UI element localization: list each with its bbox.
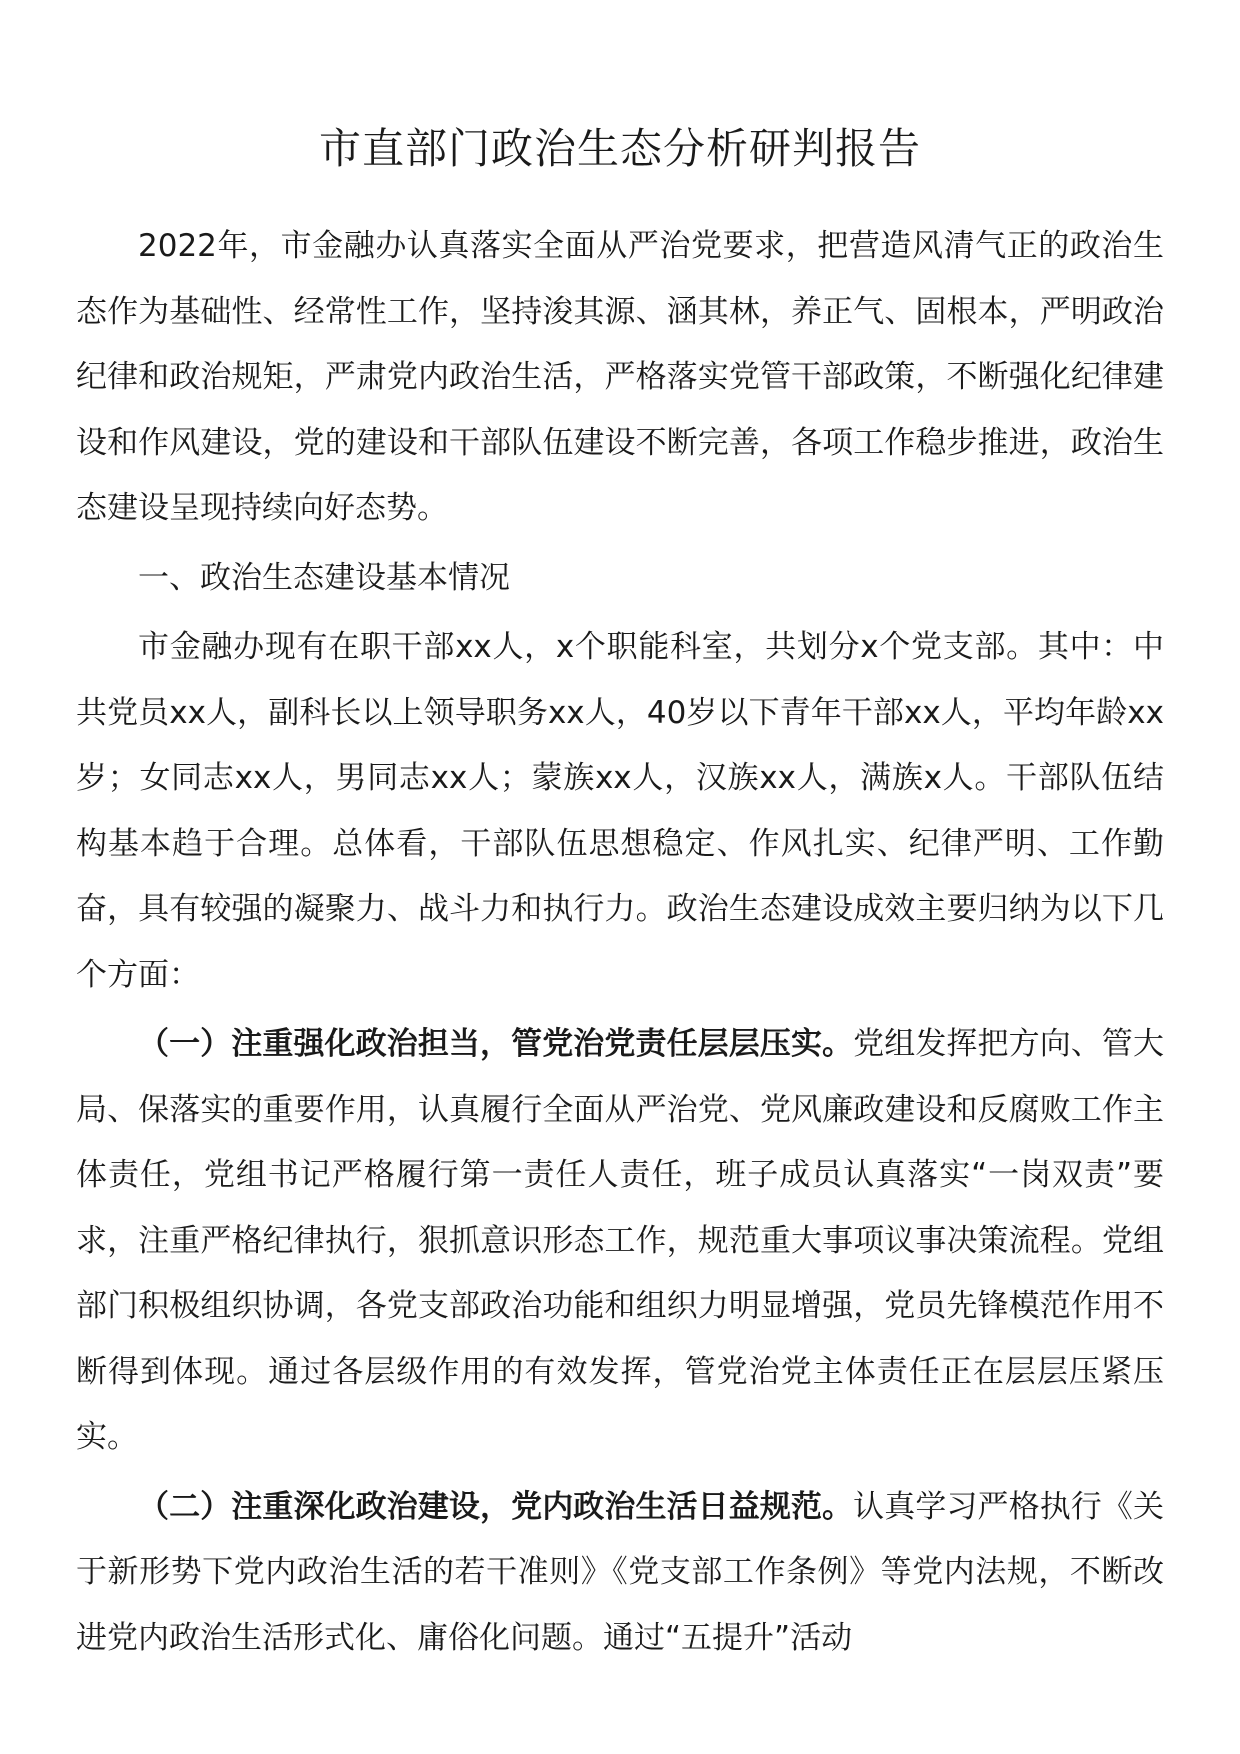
point-one-text: 党组发挥把方向、管大局、保落实的重要作用，认真履行全面从严治党、党风廉政建设和反腐败工作主体责任，党组书记严格履行第一责任人责任，班子成员认真落实“一岗双责”要求，注重严格纪律执行，狠抓意识形态工作，规范重大事项议事决策流程。党组部门积极组织协调，各党支部政治功能和组织力明显增强，党员先锋模范作用不断得到体现。通过各层级作用的有效发挥，管党治党主体责任正在层层压紧压实。: [76, 1026, 1164, 1455]
section-one-heading: 一、政治生态建设基本情况: [138, 559, 510, 596]
document-body: [76, 214, 1164, 1671]
section-one-paragraph: 市金融办现有在职干部xx人，x个职能科室，共划分x个党支部。其中：中共党员xx人，副科长以上领导职务xx人，40岁以下青年干部xx人，平均年龄xx岁；女同志xx人，男同志xx人；蒙族xx人，汉族xx人，满族x人。干部队伍结构基本趋于合理。总体看，干部队伍思想稳定、作风扎实、纪律严明、工作勤奋，具有较强的凝聚力、战斗力和执行力。政治生态建设成效主要归纳为以下几个方面：: [76, 629, 1164, 993]
point-two-lead: （二）注重深化政治建设，党内政治生活日益规范。: [138, 1488, 854, 1525]
intro-paragraph: 2022年，市金融办认真落实全面从严治党要求，把营造风清气正的政治生态作为基础性、经常性工作，坚持浚其源、涵其林，养正气、固根本，严明政治纪律和政治规矩，严肃党内政治生活，严格落实党管干部政策，不断强化纪律建设和作风建设，党的建设和干部队伍建设不断完善，各项工作稳步推进，政治生态建设呈现持续向好态势。: [76, 228, 1164, 526]
point-two-paragraph: [76, 1475, 1164, 1672]
point-two-text: 认真学习严格执行《关于新形势下党内政治生活的若干准则》《党支部工作条例》等党内法规，不断改进党内政治生活形式化、庸俗化问题。通过“五提升”活动: [76, 1488, 1164, 1656]
point-one-paragraph: [76, 1012, 1164, 1471]
point-one-lead: （一）注重强化政治担当，管党治党责任层层压实。: [138, 1026, 854, 1062]
document-page: [76, 0, 1164, 1671]
document-title: 市直部门政治生态分析研判报告: [318, 124, 921, 173]
